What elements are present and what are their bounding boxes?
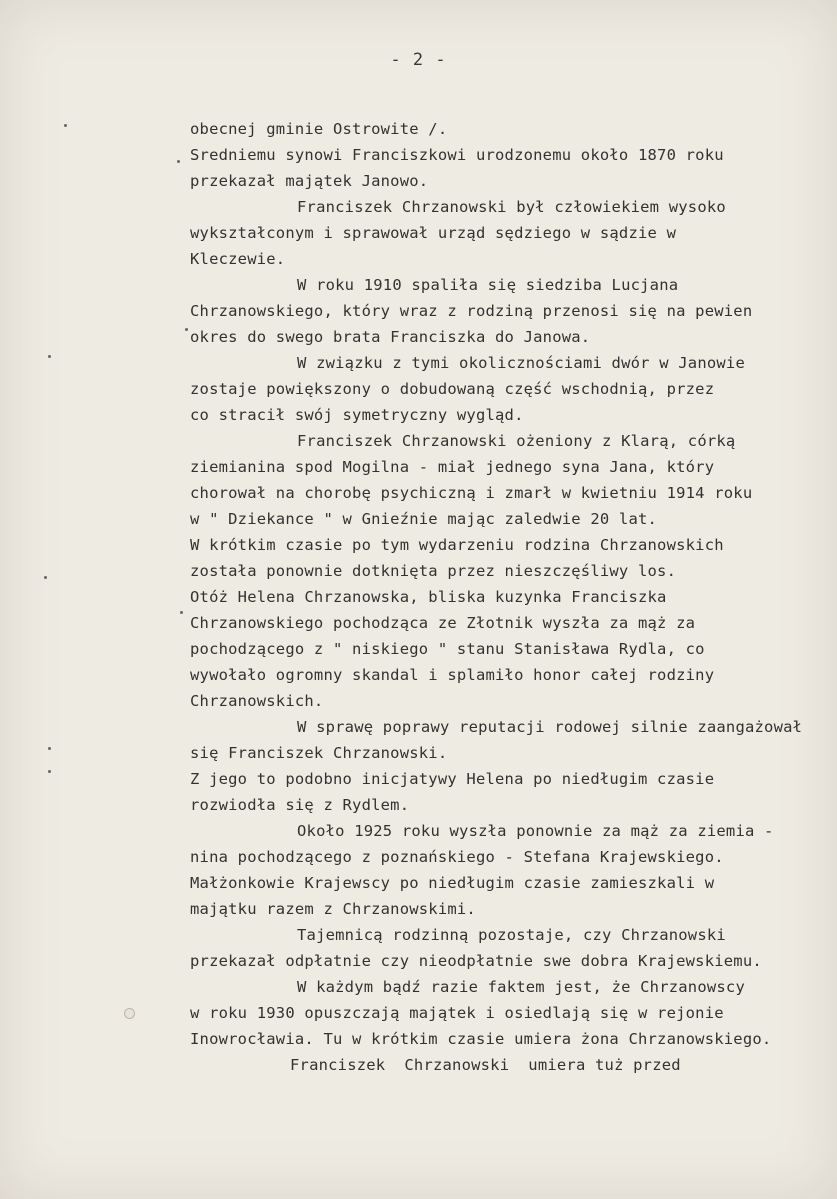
text-line: W związku z tymi okolicznościami dwór w Janowie [297, 354, 745, 372]
scan-speck [177, 160, 180, 163]
text-line: Chrzanowskiego pochodząca ze Złotnik wyszła za mąż za [190, 614, 696, 632]
text-line: nina pochodzącego z poznańskiego - Stefana Krajewskiego. [190, 848, 724, 866]
punch-hole-mark [124, 1008, 135, 1019]
text-line: okres do swego brata Franciszka do Janowa. [190, 328, 591, 346]
text-line: wywołało ogromny skandal i splamiło honor całej rodziny [190, 666, 715, 684]
text-line: zostaje powiększony o dobudowaną część wschodnią, przez [190, 380, 715, 398]
text-line: Chrzanowskich. [190, 692, 324, 710]
text-line: została ponownie dotknięta przez nieszczęśliwy los. [190, 562, 677, 580]
scan-speck [44, 576, 47, 579]
text-line: Franciszek Chrzanowski był człowiekiem wysoko [297, 198, 726, 216]
scan-speck [48, 747, 51, 750]
text-line: ziemianina spod Mogilna - miał jednego syna Jana, który [190, 458, 715, 476]
text-line: Otóż Helena Chrzanowska, bliska kuzynka Franciszka [190, 588, 667, 606]
text-line: wykształconym i sprawował urząd sędziego w sądzie w [190, 224, 677, 242]
text-line: Tajemnicą rodzinną pozostaje, czy Chrzanowski [297, 926, 726, 944]
scan-speck [185, 328, 188, 331]
scan-speck [64, 124, 67, 127]
text-line: Kleczewie. [190, 250, 286, 268]
text-line: W każdym bądź razie faktem jest, że Chrzanowscy [297, 978, 745, 996]
text-line: majątku razem z Chrzanowskimi. [190, 900, 476, 918]
text-line: pochodzącego z " niskiego " stanu Stanisława Rydla, co [190, 640, 705, 658]
scan-speck [180, 611, 183, 614]
text-line: chorował na chorobę psychiczną i zmarł w kwietniu 1914 roku [190, 484, 753, 502]
text-line: się Franciszek Chrzanowski. [190, 744, 448, 762]
text-line: W roku 1910 spaliła się siedziba Lucjana [297, 276, 679, 294]
text-line: Około 1925 roku wyszła ponownie za mąż za ziemia - [297, 822, 774, 840]
text-line: Małżonkowie Krajewscy po niedługim czasie zamieszkali w [190, 874, 715, 892]
scan-speck [48, 770, 51, 773]
text-line: Chrzanowskiego, który wraz z rodziną przenosi się na pewien [190, 302, 753, 320]
text-line: w " Dziekance " w Gnieźnie mając zaledwie 20 lat. [190, 510, 658, 528]
text-line: przekazał majątek Janowo. [190, 172, 429, 190]
text-line: obecnej gminie Ostrowite /. [190, 120, 448, 138]
text-line: przekazał odpłatnie czy nieodpłatnie swe dobra Krajewskiemu. [190, 952, 762, 970]
scan-speck [48, 355, 51, 358]
text-line: Sredniemu synowi Franciszkowi urodzonemu około 1870 roku [190, 146, 724, 164]
text-line: co stracił swój symetryczny wygląd. [190, 406, 524, 424]
text-line: W krótkim czasie po tym wydarzeniu rodzina Chrzanowskich [190, 536, 724, 554]
page-number: - 2 - [390, 50, 447, 70]
text-line: Z jego to podobno inicjatywy Helena po niedługim czasie [190, 770, 715, 788]
text-line: w roku 1930 opuszczają majątek i osiedlają się w rejonie [190, 1004, 724, 1022]
text-line: Franciszek Chrzanowski ożeniony z Klarą, córką [297, 432, 736, 450]
text-line: Franciszek Chrzanowski umiera tuż przed [290, 1056, 681, 1074]
text-line: W sprawę poprawy reputacji rodowej silnie zaangażował [297, 718, 803, 736]
text-line: Inowrocławia. Tu w krótkim czasie umiera żona Chrzanowskiego. [190, 1030, 772, 1048]
text-line: rozwiodła się z Rydlem. [190, 796, 410, 814]
